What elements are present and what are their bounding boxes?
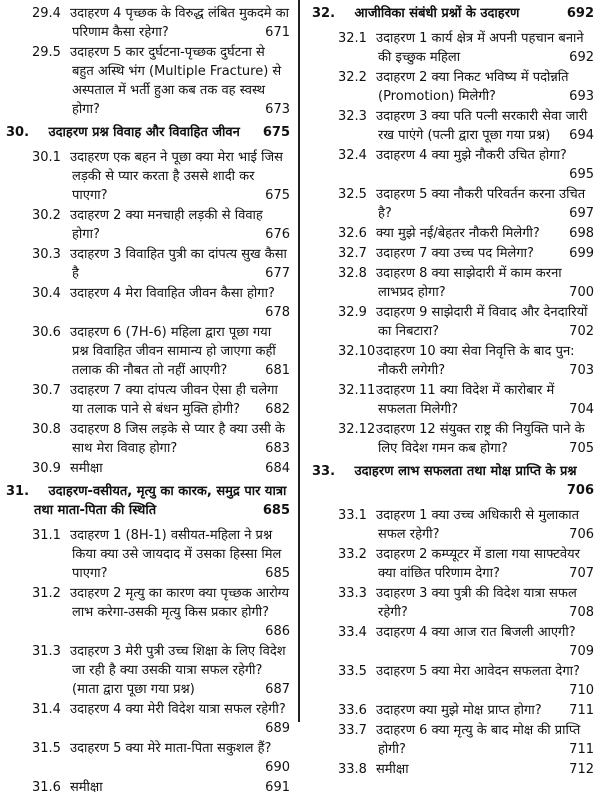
entry-number: 30.1 xyxy=(32,150,61,165)
entry-title: उदाहरण 4 मेरा विवाहित जीवन कैसा होगा? xyxy=(70,286,275,301)
page-number: 678 xyxy=(265,305,290,320)
page-number: 699 xyxy=(569,246,594,261)
toc-entry xyxy=(312,623,594,661)
entry-title: उदाहरण 3 मेरी पुत्री उच्च शिक्षा के लिए विदेश जा रही है क्या उसकी यात्रा सफल रहेगी? (माता द्वारा पूछा गया प्रश्न) xyxy=(70,644,286,697)
entry-title: उदाहरण 2 मृत्यु का कारण क्या पृच्छक आरोग्य लाभ करेगा-उसकी मृत्यु किस प्रकार होगी? xyxy=(70,586,290,620)
page-number: 712 xyxy=(569,762,594,777)
page-number: 710 xyxy=(569,683,594,698)
page-number: 685 xyxy=(262,503,290,518)
entry-number: 33.3 xyxy=(338,586,367,601)
page-number: 707 xyxy=(569,566,594,581)
entry-title: उदाहरण 7 क्या दांपत्य जीवन ऐसा ही चलेगा या तलाक पाने से बंधन मुक्ति होगी? xyxy=(70,383,278,417)
toc-right-column xyxy=(312,4,594,783)
entry-number: 31.6 xyxy=(32,780,61,795)
entry-title: उदाहरण 3 क्या पुत्री की विदेश यात्रा सफल रहेगी? xyxy=(376,586,577,620)
toc-entry xyxy=(312,662,594,700)
toc-entry xyxy=(6,420,290,458)
entry-title: उदाहरण 5 कार दुर्घटना-पृच्छक दुर्घटना से बहुत अस्थि भंग (Multiple Fracture) से अस्पताल में भर्ती हुआ कब तक वह स्वस्थ होगा? xyxy=(70,45,282,117)
chapter-heading xyxy=(6,482,290,520)
entry-number: 32.11 xyxy=(338,383,376,398)
chapter-heading xyxy=(6,123,290,142)
entry-title: उदाहरण 2 क्या मनचाही लड़की से विवाह होगा? xyxy=(70,208,263,242)
toc-entry xyxy=(6,584,290,641)
toc-entry xyxy=(6,245,290,283)
page-number: 705 xyxy=(569,441,594,456)
entry-title: क्या मुझे नई/बेहतर नौकरी मिलेगी? xyxy=(376,226,540,241)
page-number: 691 xyxy=(265,780,290,795)
page-number: 671 xyxy=(265,25,290,40)
toc-section xyxy=(312,462,594,779)
page-number: 706 xyxy=(569,527,594,542)
entry-title: उदाहरण 11 क्या विदेश में कारोबार में सफलता मिलेगी? xyxy=(376,383,555,417)
page-number: 673 xyxy=(265,102,290,117)
entry-title: उदाहरण 4 क्या मुझे नौकरी उचित होगा? xyxy=(376,148,567,163)
entry-title: उदाहरण 5 क्या मेरे माता-पिता सकुशल हैं? xyxy=(70,741,272,756)
toc-section xyxy=(312,4,594,458)
page-number: 684 xyxy=(265,461,290,476)
entry-title: उदाहरण 1 क्या उच्च अधिकारी से मुलाकात सफल रहेगी? xyxy=(376,508,580,542)
entry-number: 33.1 xyxy=(338,508,367,523)
toc-entry xyxy=(312,545,594,583)
toc-entry xyxy=(312,584,594,622)
page-number: 690 xyxy=(265,760,290,775)
entry-number: 31.4 xyxy=(32,702,61,717)
entry-number: 32.6 xyxy=(338,226,367,241)
page-number: 694 xyxy=(569,128,594,143)
page-number: 702 xyxy=(569,324,594,339)
page-number: 693 xyxy=(569,89,594,104)
entry-number: 33.5 xyxy=(338,664,367,679)
toc-entry xyxy=(312,506,594,544)
entry-number: 31.5 xyxy=(32,741,61,756)
toc-entry xyxy=(6,148,290,205)
entry-number: 29.4 xyxy=(32,6,61,21)
entry-number: 32.4 xyxy=(338,148,367,163)
entry-title: उदाहरण 2 क्या निकट भविष्य में पदोन्नति (Promotion) मिलेगी? xyxy=(376,70,569,104)
entry-number: 33.6 xyxy=(338,703,367,718)
entry-number: 30.3 xyxy=(32,247,61,262)
toc-entry xyxy=(312,264,594,302)
toc-entry xyxy=(312,760,594,779)
toc-entry xyxy=(312,107,594,145)
toc-entry xyxy=(6,642,290,699)
entry-title: उदाहरण 4 क्या आज रात बिजली आएगी? xyxy=(376,625,576,640)
entry-title: उदाहरण 4 क्या मेरी विदेश यात्रा सफल रहेगी? xyxy=(70,702,286,717)
toc-entry xyxy=(6,284,290,322)
chapter-number: 30. xyxy=(6,125,30,140)
page-number: 692 xyxy=(569,50,594,65)
column-divider xyxy=(298,0,300,722)
toc-entry xyxy=(312,303,594,341)
toc-entry xyxy=(312,244,594,263)
page-number: 686 xyxy=(265,624,290,639)
entry-number: 32.7 xyxy=(338,246,367,261)
entry-title: उदाहरण 3 विवाहित पुत्री का दांपत्य सुख कैसा है xyxy=(70,247,287,281)
chapter-number: 33. xyxy=(312,464,336,479)
page-number: 697 xyxy=(569,206,594,221)
toc-entry xyxy=(312,342,594,380)
page-number: 685 xyxy=(265,566,290,581)
toc-entry xyxy=(312,224,594,243)
entry-number: 33.7 xyxy=(338,723,367,738)
toc-entry xyxy=(6,778,290,797)
entry-number: 32.2 xyxy=(338,70,367,85)
entry-number: 33.8 xyxy=(338,762,367,777)
entry-title: उदाहरण 6 क्या मृत्यु के बाद मोक्ष की प्राप्ति होगी? xyxy=(376,723,581,757)
entry-number: 31.3 xyxy=(32,644,61,659)
chapter-title: आजीविका संबंधी प्रश्नों के उदाहरण xyxy=(354,6,520,21)
toc-section xyxy=(6,123,290,478)
toc-entry xyxy=(6,4,290,42)
toc-entry xyxy=(6,526,290,583)
page-number: 677 xyxy=(265,266,290,281)
page-number: 689 xyxy=(265,721,290,736)
entry-number: 30.8 xyxy=(32,422,61,437)
entry-title: समीक्षा xyxy=(376,762,409,777)
chapter-title: उदाहरण लाभ सफलता तथा मोक्ष प्राप्ति के प्रश्न xyxy=(354,464,577,479)
page-number: 708 xyxy=(569,605,594,620)
entry-number: 32.8 xyxy=(338,266,367,281)
toc-entry xyxy=(312,381,594,419)
entry-number: 29.5 xyxy=(32,45,61,60)
entry-title: उदाहरण 3 क्या पति पत्नी सरकारी सेवा जारी रख पाएंगे (पत्नी द्वारा पूछा गया प्रश्न) xyxy=(376,109,588,143)
entry-number: 32.10 xyxy=(338,344,376,359)
entry-title: उदाहरण 1 कार्य क्षेत्र में अपनी पहचान बनाने की इच्छुक महिला xyxy=(376,31,584,65)
entry-number: 30.2 xyxy=(32,208,61,223)
page-number: 709 xyxy=(569,644,594,659)
toc-entry xyxy=(312,721,594,759)
entry-number: 33.4 xyxy=(338,625,367,640)
toc-entry xyxy=(312,146,594,184)
chapter-title: उदाहरण प्रश्न विवाह और विवाहित जीवन xyxy=(48,125,240,140)
page-number: 687 xyxy=(265,682,290,697)
entry-title: उदाहरण 4 पृच्छक के विरुद्ध लंबित मुकदमे का परिणाम कैसा रहेगा? xyxy=(70,6,290,40)
toc-entry xyxy=(312,29,594,67)
page-number: 675 xyxy=(262,125,290,140)
page-number: 681 xyxy=(265,363,290,378)
entry-title: समीक्षा xyxy=(70,461,103,476)
page-number: 704 xyxy=(569,402,594,417)
entry-title: उदाहरण 10 क्या सेवा निवृत्ति के बाद पुन: नौकरी लगेगी? xyxy=(376,344,575,378)
toc-entry xyxy=(6,206,290,244)
page-number: 676 xyxy=(265,227,290,242)
toc-entry xyxy=(312,701,594,720)
toc-entry xyxy=(6,700,290,738)
entry-title: उदाहरण एक बहन ने पूछा क्या मेरा भाई जिस लड़की से प्यार करता है उससे शादी कर पाएगा? xyxy=(70,150,283,203)
entry-title: उदाहरण 7 क्या उच्च पद मिलेगा? xyxy=(376,246,534,261)
entry-number: 32.3 xyxy=(338,109,367,124)
entry-number: 30.9 xyxy=(32,461,61,476)
entry-number: 32.9 xyxy=(338,305,367,320)
entry-title: उदाहरण 1 (8H-1) वसीयत-महिला ने प्रश्न किया क्या उसे जायदाद में उसका हिस्सा मिल पाएगा? xyxy=(70,528,282,581)
entry-number: 30.4 xyxy=(32,286,61,301)
page-number: 706 xyxy=(566,483,594,498)
toc-entry xyxy=(6,739,290,777)
entry-title: उदाहरण 8 क्या साझेदारी में काम करना लाभप्रद होगा? xyxy=(376,266,562,300)
entry-title: उदाहरण 5 क्या नौकरी परिवर्तन करना उचित है? xyxy=(376,187,586,221)
toc-section xyxy=(6,482,290,797)
page-number: 695 xyxy=(569,167,594,182)
toc-entry xyxy=(6,43,290,119)
entry-title: उदाहरण 2 कम्प्यूटर में डाला गया साफ्टवेयर क्या वांछित परिणाम देगा? xyxy=(376,547,580,581)
entry-number: 30.6 xyxy=(32,325,61,340)
entry-title: समीक्षा xyxy=(70,780,103,795)
toc-left-column xyxy=(6,4,290,801)
page-number: 700 xyxy=(569,285,594,300)
entry-title: उदाहरण 8 जिस लड़के से प्यार है क्या उसी के साथ मेरा विवाह होगा? xyxy=(70,422,285,456)
entry-number: 32.1 xyxy=(338,31,367,46)
chapter-heading xyxy=(312,462,594,500)
page-number: 711 xyxy=(569,703,594,718)
entry-number: 31.2 xyxy=(32,586,61,601)
toc-entry xyxy=(6,323,290,380)
entry-number: 32.5 xyxy=(338,187,367,202)
chapter-title: उदाहरण-वसीयत, मृत्यु का कारक, समुद्र पार यात्रा तथा माता-पिता की स्थिति xyxy=(34,484,287,518)
entry-title: उदाहरण क्या मुझे मोक्ष प्राप्त होगा? xyxy=(376,703,542,718)
entry-number: 32.12 xyxy=(338,422,376,437)
page-number: 692 xyxy=(566,6,594,21)
page-number: 682 xyxy=(265,402,290,417)
page-number: 683 xyxy=(265,441,290,456)
toc-entry xyxy=(312,185,594,223)
entry-title: उदाहरण 9 साझेदारी में विवाद और देनदारियों का निबटारा? xyxy=(376,305,588,339)
chapter-heading xyxy=(312,4,594,23)
entry-title: उदाहरण 6 (7H-6) महिला द्वारा पूछा गया प्रश्न विवाहित जीवन सामान्य हो जाएगा कहीं तलाक की नौबत तो नहीं आएगी? xyxy=(70,325,276,378)
entry-number: 30.7 xyxy=(32,383,61,398)
entry-number: 31.1 xyxy=(32,528,61,543)
page-number: 703 xyxy=(569,363,594,378)
entry-number: 33.2 xyxy=(338,547,367,562)
page-number: 698 xyxy=(569,226,594,241)
toc-entry xyxy=(312,68,594,106)
page-number: 675 xyxy=(265,188,290,203)
chapter-number: 32. xyxy=(312,6,336,21)
toc-section xyxy=(6,4,290,119)
entry-title: उदाहरण 5 क्या मेरा आवेदन सफलता देगा? xyxy=(376,664,580,679)
toc-entry xyxy=(312,420,594,458)
toc-entry xyxy=(6,459,290,478)
toc-entry xyxy=(6,381,290,419)
page-number: 711 xyxy=(569,742,594,757)
chapter-number: 31. xyxy=(6,484,30,499)
entry-title: उदाहरण 12 संयुक्त राष्ट्र की नियुक्ति पाने के लिए विदेश गमन कब होगा? xyxy=(376,422,585,456)
